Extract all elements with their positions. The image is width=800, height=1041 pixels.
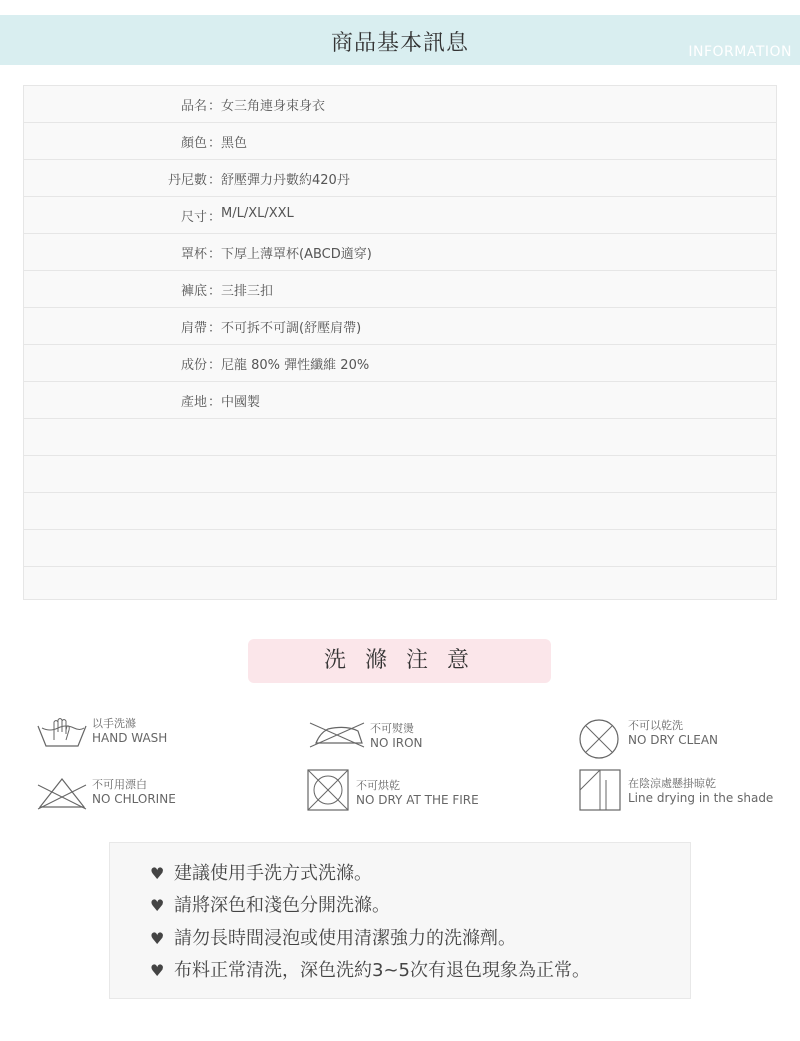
spec-row-empty [24, 530, 776, 567]
care-zh: 在陰涼處懸掛晾乾 [628, 777, 716, 790]
care-en: NO DRY CLEAN [628, 733, 719, 747]
spec-row-empty [24, 456, 776, 493]
no-dry-clean-icon [578, 718, 622, 760]
care-en: NO IRON [370, 736, 423, 750]
wash-title: 洗 滌 注 意 [248, 639, 551, 683]
care-en: Line drying in the shade [628, 791, 774, 805]
care-zh: 以手洗滌 [92, 717, 136, 730]
spec-value: ： M/L/XL/XXL [221, 206, 294, 221]
spec-label: 尺寸 [180, 210, 207, 225]
care-line-dry-shade [578, 768, 773, 812]
no-iron-icon [306, 721, 366, 749]
care-no-iron [306, 721, 423, 751]
heart-icon: ♥ [150, 864, 165, 883]
spec-label: 產地 [180, 395, 207, 410]
spec-row-color [24, 123, 776, 160]
care-en: NO DRY AT THE FIRE [356, 793, 479, 807]
info-subtitle: INFORMATION [688, 44, 792, 60]
spec-label: 罩杯 [180, 247, 207, 262]
spec-label: 肩帶 [180, 321, 207, 336]
care-zh: 不可用漂白 [92, 778, 147, 791]
note-text: 請將深色和淺色分開洗滌。 [174, 895, 390, 916]
spec-label: 顏色 [180, 136, 207, 151]
note-text: 布料正常清洗，深色洗約3~5次有退色現象為正常。 [174, 960, 590, 981]
note-text: 建議使用手洗方式洗滌。 [174, 863, 372, 884]
spec-value: ： 不可拆不可調(舒壓肩帶) [221, 317, 361, 336]
info-title: 商品基本訊息 [330, 31, 469, 56]
spec-value: ： 下厚上薄罩杯(ABCD適穿) [221, 243, 372, 262]
line-dry-shade-icon [578, 768, 624, 812]
spec-value: ： 三排三扣 [221, 280, 273, 299]
care-zh: 不可以乾洗 [628, 719, 683, 732]
note-item [150, 924, 516, 950]
care-hand-wash [36, 716, 167, 750]
no-tumble-dry-icon [306, 768, 352, 812]
care-no-tumble-dry [306, 768, 479, 812]
spec-value: ： 中國製 [221, 391, 260, 410]
care-no-dry-clean [578, 718, 718, 760]
spec-row-empty [24, 493, 776, 530]
spec-label: 褲底 [180, 284, 207, 299]
spec-label: 丹尼數 [167, 173, 207, 188]
spec-value: ： 舒壓彈力丹數約420丹 [221, 169, 350, 188]
spec-value: ： 女三角連身束身衣 [221, 95, 325, 114]
care-zh: 不可烘乾 [356, 779, 400, 792]
wash-notes [109, 842, 691, 999]
spec-row-denier [24, 160, 776, 197]
care-no-chlorine [36, 777, 176, 811]
spec-table [23, 85, 777, 600]
note-item [150, 956, 590, 982]
spec-row-name [24, 86, 776, 123]
spec-row-strap [24, 308, 776, 345]
heart-icon: ♥ [150, 961, 165, 980]
care-en: HAND WASH [92, 731, 168, 745]
spec-row-crotch [24, 271, 776, 308]
heart-icon: ♥ [150, 929, 165, 948]
spec-value: ： 黑色 [221, 132, 247, 151]
heart-icon: ♥ [150, 896, 165, 915]
spec-row-empty [24, 419, 776, 456]
note-item [150, 891, 390, 917]
note-text: 請勿長時間浸泡或使用清潔強力的洗滌劑。 [174, 928, 516, 949]
hand-wash-icon [36, 716, 88, 750]
spec-row-material [24, 345, 776, 382]
care-en: NO CHLORINE [92, 792, 176, 806]
spec-label: 成份 [180, 358, 207, 373]
spec-row-empty [24, 567, 776, 603]
care-zh: 不可熨燙 [370, 722, 414, 735]
spec-row-origin [24, 382, 776, 419]
no-chlorine-icon [36, 777, 88, 811]
spec-label: 品名 [180, 99, 207, 114]
spec-row-cup [24, 234, 776, 271]
spec-row-size [24, 197, 776, 234]
note-item [150, 859, 372, 885]
spec-value: ： 尼龍 80% 彈性纖維 20% [221, 354, 369, 373]
